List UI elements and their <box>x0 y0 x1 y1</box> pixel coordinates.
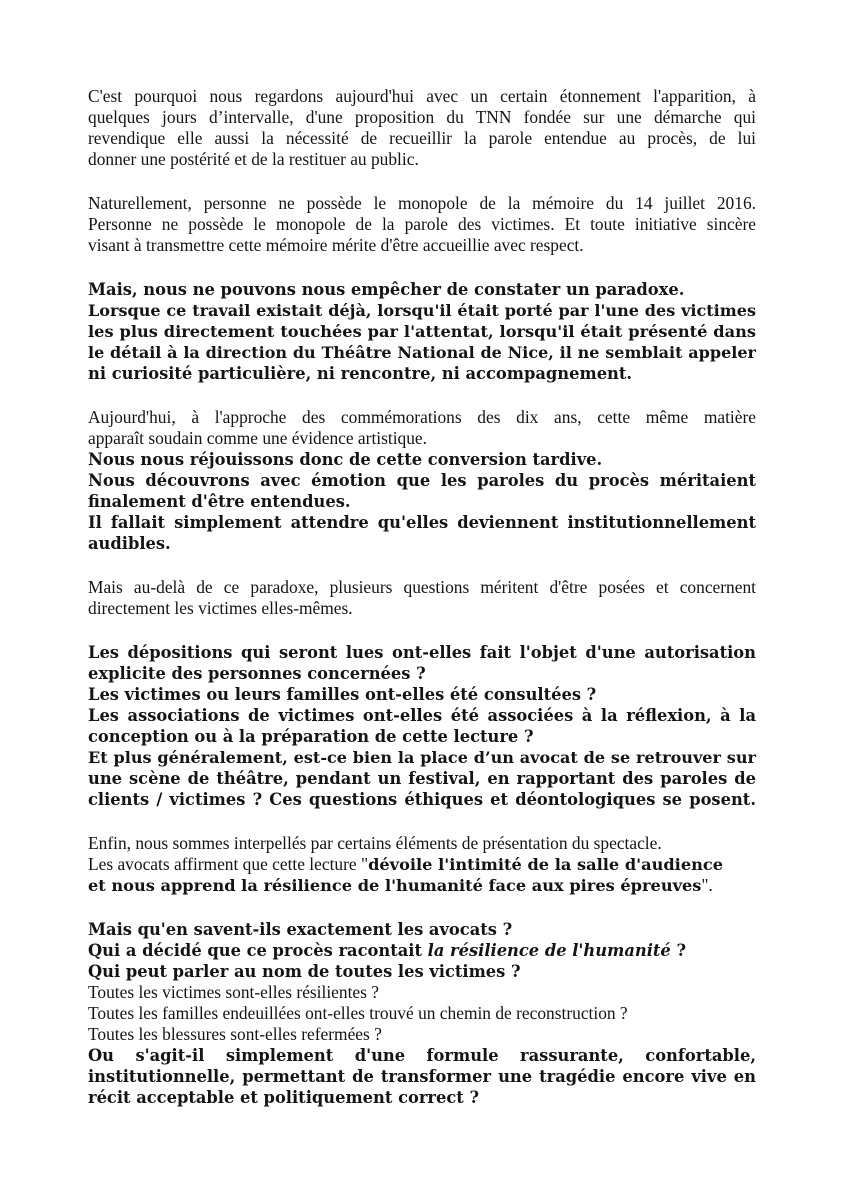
text-line: Les victimes ou leurs familles ont-elles été consultées ? <box>88 685 597 704</box>
text-line: conception ou à la préparation de cette lecture ? <box>88 727 534 746</box>
text-line: Mais au-delà de ce paradoxe, plusieurs questions méritent d'être posées et concernent <box>88 577 756 597</box>
text-line: institutionnelle, permettant de transformer une tragédie encore vive en <box>88 1067 756 1086</box>
text-line: donner une postérité et de la restituer au public. <box>88 149 419 169</box>
paragraph-presentation-quote <box>88 833 756 896</box>
paragraph-tardy-conversion <box>88 407 756 554</box>
document-page <box>88 86 756 1108</box>
paragraph-authorization-questions <box>88 642 756 810</box>
text-line: quelques jours d’intervalle, d'une proposition du TNN fondée sur une démarche qui <box>88 107 756 127</box>
text-line: Aujourd'hui, à l'approche des commémorations des dix ans, cette même matière <box>88 407 756 427</box>
text-line: Les dépositions qui seront lues ont-elles fait l'objet d'une autorisation <box>88 643 756 662</box>
text-line: Qui a décidé que ce procès racontait la résilience de l'humanité ? <box>88 941 686 960</box>
text-line: Toutes les victimes sont-elles résilientes ? <box>88 982 379 1002</box>
text-line: Nous nous réjouissons donc de cette conversion tardive. <box>88 450 603 469</box>
text-line: directement les victimes elles-mêmes. <box>88 598 353 618</box>
quote-bold: et nous apprend la résilience de l'humanité face aux pires épreuves <box>88 876 702 895</box>
italic-phrase: la résilience de l'humanité <box>427 941 671 960</box>
text-line: Lorsque ce travail existait déjà, lorsqu'il était porté par l'une des victimes <box>88 301 756 320</box>
text-line: Enfin, nous sommes interpellés par certains éléments de présentation du spectacle. <box>88 833 662 853</box>
text-line: audibles. <box>88 534 171 553</box>
text-line: une scène de théâtre, pendant un festival, en rapportant des paroles de <box>88 769 756 788</box>
text-line: explicite des personnes concernées ? <box>88 664 426 683</box>
paragraph-paradox <box>88 279 756 384</box>
text-line: C'est pourquoi nous regardons aujourd'hui avec un certain étonnement l'apparition, à <box>88 86 756 106</box>
paragraph-memory-monopoly <box>88 193 756 256</box>
text-line: Ou s'agit-il simplement d'une formule rassurante, confortable, <box>88 1046 756 1065</box>
text-line: revendique elle aussi la nécessité de recueillir la parole entendue au procès, de lui <box>88 128 756 148</box>
text-line: Mais qu'en savent-ils exactement les avocats ? <box>88 920 513 939</box>
text-line: récit acceptable et politiquement correct ? <box>88 1088 479 1107</box>
text-line: Et plus généralement, est-ce bien la place d’un avocat de se retrouver sur <box>88 748 756 767</box>
text-line: Mais, nous ne pouvons nous empêcher de constater un paradoxe. <box>88 280 685 299</box>
text-line: ni curiosité particulière, ni rencontre, ni accompagnement. <box>88 364 633 383</box>
text-line: apparaît soudain comme une évidence artistique. <box>88 428 427 448</box>
text-line: Naturellement, personne ne possède le monopole de la mémoire du 14 juillet 2016. <box>88 193 756 213</box>
text-line: Nous découvrons avec émotion que les paroles du procès méritaient <box>88 471 756 490</box>
paragraph-tnn-proposal <box>88 86 756 170</box>
quote-bold: dévoile l'intimité de la salle d'audience <box>368 855 724 874</box>
text-line: Il fallait simplement attendre qu'elles deviennent institutionnellement <box>88 513 756 532</box>
text-line: Qui peut parler au nom de toutes les victimes ? <box>88 962 521 981</box>
text-line: les plus directement touchées par l'attentat, lorsqu'il était présenté dans <box>88 322 756 341</box>
text-line: Les associations de victimes ont-elles été associées à la réflexion, à la <box>88 706 756 725</box>
text-line: Toutes les familles endeuillées ont-elles trouvé un chemin de reconstruction ? <box>88 1003 628 1023</box>
text-line: Les avocats affirment que cette lecture "dévoile l'intimité de la salle d'audience <box>88 854 724 874</box>
text-line: le détail à la direction du Théâtre National de Nice, il ne semblait appeler <box>88 343 756 362</box>
text-line: finalement d'être entendues. <box>88 492 351 511</box>
text-line: Toutes les blessures sont-elles refermées ? <box>88 1024 382 1044</box>
text-line: visant à transmettre cette mémoire mérite d'être accueillie avec respect. <box>88 235 584 255</box>
text-line: et nous apprend la résilience de l'humanité face aux pires épreuves". <box>88 875 713 895</box>
paragraph-questions-intro <box>88 577 756 619</box>
paragraph-resilience-questions <box>88 919 756 1108</box>
text-line: clients / victimes ? Ces questions éthiques et déontologiques se posent. <box>88 790 756 809</box>
text-line: Personne ne possède le monopole de la parole des victimes. Et toute initiative sincère <box>88 214 756 234</box>
